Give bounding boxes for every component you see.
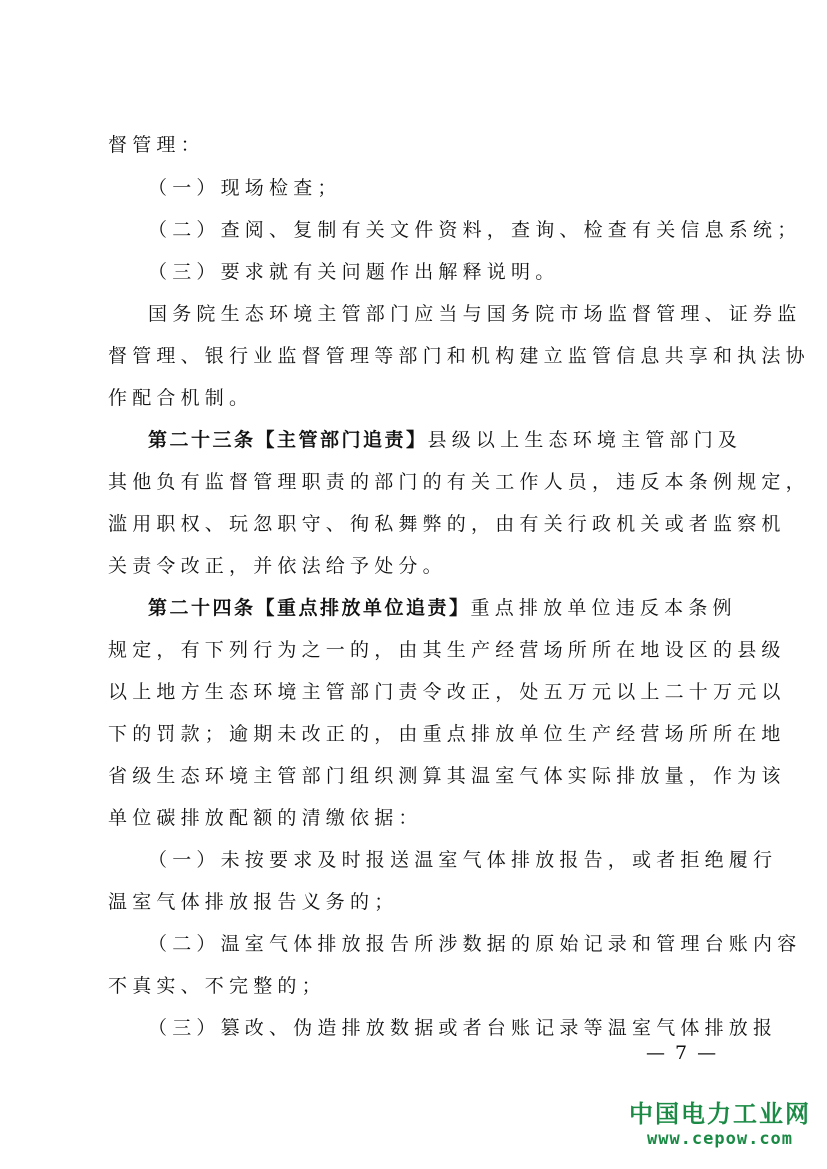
page-number: — 7 — [646,1042,719,1064]
paragraph-line: 督管理： [108,134,205,156]
list-item: （二）温室气体排放报告所涉数据的原始记录和管理台账内容 [148,933,802,955]
article-24-heading: 第二十四条【重点排放单位追责】 [148,597,471,619]
list-item: （三）要求就有关问题作出解释说明。 [148,261,560,283]
paragraph-line: 规定，有下列行为之一的，由其生产经营场所所在地设区的县级 [108,639,786,661]
paragraph-line: 其他负有监督管理职责的部门的有关工作人员，违反本条例规定， [108,471,810,493]
list-item: （一）现场检查； [148,177,342,199]
paragraph-line: 关责令改正，并依法给予处分。 [108,555,447,577]
watermark-name: 中国电力工业网 [629,1100,811,1128]
paragraph-line: 督管理、银行业监督管理等部门和机构建立监管信息共享和执法协 [108,345,810,367]
paragraph-line: 以上地方生态环境主管部门责令改正，处五万元以上二十万元以 [108,681,786,703]
paragraph-line: 国务院生态环境主管部门应当与国务院市场监督管理、证券监 [148,303,802,325]
paragraph-line: 作配合机制。 [108,387,254,409]
article-23-first-line [148,428,743,452]
article-24-text: 重点排放单位违反本条例 [470,597,737,619]
list-item: （二）查阅、复制有关文件资料，查询、检查有关信息系统； [148,219,802,241]
paragraph-line: 不真实、不完整的； [108,975,326,997]
article-23-text: 县级以上生态环境主管部门及 [427,429,743,451]
paragraph-line: 下的罚款；逾期未改正的，由重点排放单位生产经营场所所在地 [108,723,786,745]
watermark-url: www.cepow.com [646,1129,794,1149]
article-24-first-line [148,596,737,620]
article-23-heading: 第二十三条【主管部门追责】 [148,429,428,451]
paragraph-line: 滥用职权、玩忽职守、徇私舞弊的，由有关行政机关或者监察机 [108,513,786,535]
paragraph-line: 温室气体排放报告义务的； [108,891,399,913]
list-item: （一）未按要求及时报送温室气体排放报告，或者拒绝履行 [148,849,778,871]
watermark-logo [629,1100,811,1150]
list-item: （三）篡改、伪造排放数据或者台账记录等温室气体排放报 [148,1017,778,1039]
paragraph-line: 省级生态环境主管部门组织测算其温室气体实际排放量，作为该 [108,765,786,787]
paragraph-line: 单位碳排放配额的清缴依据： [108,807,423,829]
